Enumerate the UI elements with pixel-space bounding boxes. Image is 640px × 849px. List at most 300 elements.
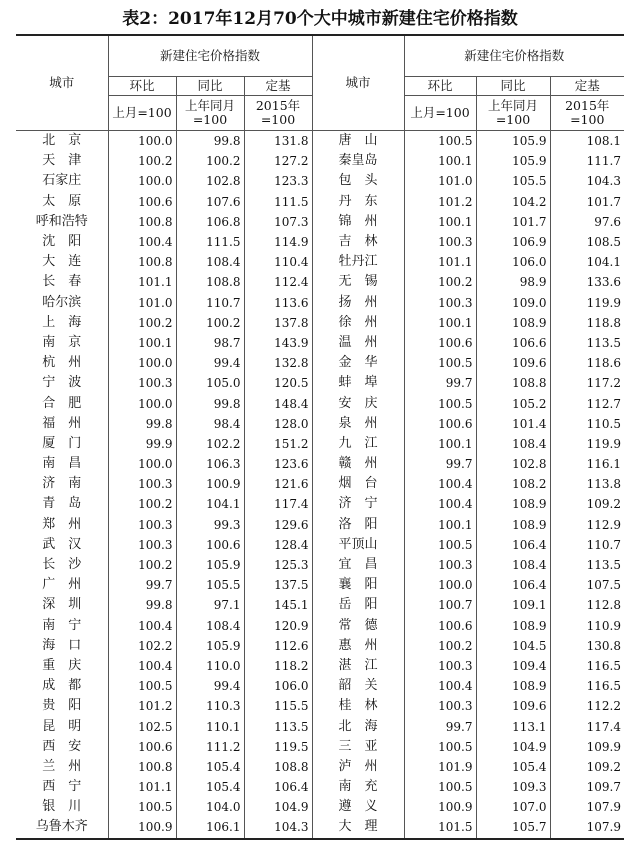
mom-value: 100.2: [108, 555, 176, 575]
mom-value: 99.7: [404, 373, 476, 393]
city-name: 深 圳: [42, 597, 82, 613]
header-mom-left: 环比: [108, 77, 176, 96]
mom-value: 100.2: [404, 272, 476, 292]
city-name: 呼和浩特: [35, 213, 88, 229]
mom-value: 101.1: [108, 777, 176, 797]
table-row: [16, 474, 624, 494]
mom-value: 100.5: [404, 737, 476, 757]
fixed-value: 110.4: [244, 252, 312, 272]
fixed-value: 112.7: [550, 393, 624, 413]
city-name: 广 州: [42, 577, 82, 593]
fixed-value: 137.8: [244, 313, 312, 333]
mom-value: 99.7: [404, 454, 476, 474]
city-name: 成 都: [42, 678, 82, 694]
yoy-value: 110.0: [176, 656, 244, 676]
yoy-value: 99.3: [176, 515, 244, 535]
header-fixed-base-right: 2015年=100: [550, 96, 624, 131]
table-row: [16, 656, 624, 676]
mom-value: 100.8: [108, 212, 176, 232]
city-name: 蚌 埠: [312, 373, 404, 393]
mom-value: 100.8: [108, 252, 176, 272]
city-name: 厦 门: [42, 435, 82, 451]
header-fixed-right: 定基: [550, 77, 624, 96]
header-yoy-left: 同比: [176, 77, 244, 96]
city-name: 赣 州: [312, 454, 404, 474]
yoy-value: 105.4: [476, 757, 550, 777]
table-row: [16, 575, 624, 595]
city-name: 西 宁: [42, 779, 82, 795]
city-name: 烟 台: [312, 474, 404, 494]
yoy-value: 105.0: [176, 373, 244, 393]
fixed-value: 132.8: [244, 353, 312, 373]
mom-value: 101.0: [404, 171, 476, 191]
city-name: 大 连: [42, 254, 82, 270]
fixed-value: 104.9: [244, 797, 312, 817]
fixed-value: 114.9: [244, 232, 312, 252]
table-row: [16, 757, 624, 777]
yoy-value: 102.8: [176, 171, 244, 191]
mom-value: 100.4: [108, 616, 176, 636]
fixed-value: 112.2: [550, 696, 624, 716]
yoy-value: 105.4: [176, 757, 244, 777]
fixed-value: 117.4: [244, 494, 312, 514]
yoy-value: 106.0: [476, 252, 550, 272]
mom-value: 100.9: [108, 817, 176, 838]
mom-value: 101.2: [404, 192, 476, 212]
mom-value: 100.2: [108, 494, 176, 514]
yoy-value: 99.8: [176, 131, 244, 152]
fixed-value: 123.3: [244, 171, 312, 191]
city-name: 襄 阳: [312, 575, 404, 595]
yoy-value: 105.4: [176, 777, 244, 797]
city-name: 南 京: [42, 334, 82, 350]
yoy-value: 108.4: [176, 616, 244, 636]
header-yoy-right: 同比: [476, 77, 550, 96]
yoy-value: 106.8: [176, 212, 244, 232]
mom-value: 100.3: [404, 232, 476, 252]
city-name: 西 安: [42, 738, 82, 754]
yoy-value: 105.9: [176, 636, 244, 656]
city-name: 湛 江: [312, 656, 404, 676]
city-name: 青 岛: [42, 496, 82, 512]
yoy-value: 104.2: [476, 192, 550, 212]
city-name: 岳 阳: [312, 595, 404, 615]
mom-value: 100.3: [404, 656, 476, 676]
fixed-value: 128.4: [244, 535, 312, 555]
city-name: 合 肥: [42, 395, 82, 411]
table-body: [16, 131, 624, 839]
yoy-value: 109.0: [476, 293, 550, 313]
mom-value: 100.0: [108, 454, 176, 474]
mom-value: 100.1: [404, 212, 476, 232]
header-yoy-base-left: 上年同月=100: [176, 96, 244, 131]
city-name: 天 津: [42, 153, 82, 169]
fixed-value: 104.3: [244, 817, 312, 838]
header-city-left: 城市: [16, 35, 108, 131]
city-name: 兰 州: [42, 758, 82, 774]
fixed-value: 116.5: [550, 656, 624, 676]
city-name: 乌鲁木齐: [16, 817, 108, 838]
fixed-value: 111.5: [244, 192, 312, 212]
mom-value: 100.6: [404, 414, 476, 434]
mom-value: 100.2: [108, 313, 176, 333]
mom-value: 100.6: [404, 616, 476, 636]
yoy-value: 98.9: [476, 272, 550, 292]
yoy-value: 110.7: [176, 293, 244, 313]
city-name: 徐 州: [312, 313, 404, 333]
yoy-value: 98.4: [176, 414, 244, 434]
yoy-value: 106.3: [176, 454, 244, 474]
fixed-value: 112.9: [550, 515, 624, 535]
fixed-value: 113.5: [550, 333, 624, 353]
table-row: [16, 797, 624, 817]
city-name: 银 川: [42, 799, 82, 815]
mom-value: 100.4: [108, 656, 176, 676]
yoy-value: 104.5: [476, 636, 550, 656]
table-row: [16, 232, 624, 252]
fixed-value: 97.6: [550, 212, 624, 232]
price-index-table: [16, 34, 624, 840]
fixed-value: 111.7: [550, 151, 624, 171]
fixed-value: 112.8: [550, 595, 624, 615]
mom-value: 100.5: [108, 676, 176, 696]
fixed-value: 112.4: [244, 272, 312, 292]
city-name: 贵 阳: [42, 698, 82, 714]
table-row: [16, 131, 624, 152]
mom-value: 100.3: [404, 555, 476, 575]
city-name: 福 州: [42, 415, 82, 431]
mom-value: 100.4: [404, 494, 476, 514]
mom-value: 100.0: [108, 131, 176, 152]
mom-value: 100.3: [108, 373, 176, 393]
city-name: 南 昌: [42, 456, 82, 472]
fixed-value: 117.4: [550, 716, 624, 736]
mom-value: 101.5: [404, 817, 476, 838]
fixed-value: 121.6: [244, 474, 312, 494]
city-name: 重 庆: [42, 657, 82, 673]
table-row: [16, 333, 624, 353]
fixed-value: 107.9: [550, 817, 624, 838]
city-name: 沈 阳: [42, 234, 82, 250]
yoy-value: 108.9: [476, 676, 550, 696]
city-name: 唐 山: [312, 131, 404, 152]
city-name: 桂 林: [312, 696, 404, 716]
city-name: 郑 州: [42, 516, 82, 532]
yoy-value: 106.4: [476, 575, 550, 595]
table-row: [16, 252, 624, 272]
city-name: 宜 昌: [312, 555, 404, 575]
yoy-value: 104.0: [176, 797, 244, 817]
yoy-value: 111.2: [176, 737, 244, 757]
mom-value: 102.5: [108, 716, 176, 736]
mom-value: 100.4: [404, 474, 476, 494]
table-row: [16, 696, 624, 716]
yoy-value: 99.4: [176, 676, 244, 696]
fixed-value: 145.1: [244, 595, 312, 615]
table-row: [16, 192, 624, 212]
fixed-value: 110.7: [550, 535, 624, 555]
mom-value: 100.0: [404, 575, 476, 595]
city-name: 无 锡: [312, 272, 404, 292]
mom-value: 100.3: [108, 515, 176, 535]
city-name: 上 海: [42, 314, 82, 330]
fixed-value: 118.8: [550, 313, 624, 333]
yoy-value: 108.9: [476, 494, 550, 514]
header-mom-base-right: 上月=100: [404, 96, 476, 131]
fixed-value: 119.9: [550, 293, 624, 313]
city-name: 泉 州: [312, 414, 404, 434]
mom-value: 100.3: [108, 535, 176, 555]
city-name: 惠 州: [312, 636, 404, 656]
fixed-value: 109.2: [550, 757, 624, 777]
fixed-value: 128.0: [244, 414, 312, 434]
city-name: 牡丹江: [312, 252, 404, 272]
mom-value: 100.1: [404, 313, 476, 333]
fixed-value: 113.5: [244, 716, 312, 736]
yoy-value: 105.9: [476, 131, 550, 152]
fixed-value: 137.5: [244, 575, 312, 595]
city-name: 杭 州: [42, 355, 82, 371]
fixed-value: 131.8: [244, 131, 312, 152]
city-name: 洛 阳: [312, 515, 404, 535]
table-row: [16, 494, 624, 514]
header-city-right: 城市: [312, 35, 404, 131]
fixed-value: 113.8: [550, 474, 624, 494]
mom-value: 100.5: [404, 353, 476, 373]
city-name: 丹 东: [312, 192, 404, 212]
yoy-value: 109.6: [476, 353, 550, 373]
mom-value: 100.9: [404, 797, 476, 817]
city-name: 大 理: [312, 817, 404, 838]
city-name: 三 亚: [312, 737, 404, 757]
city-name: 长 沙: [42, 557, 82, 573]
table-row: [16, 636, 624, 656]
mom-value: 100.1: [404, 434, 476, 454]
city-name: 平顶山: [312, 535, 404, 555]
table-row: [16, 454, 624, 474]
mom-value: 99.8: [108, 414, 176, 434]
city-name: 遵 义: [312, 797, 404, 817]
table-row: [16, 212, 624, 232]
table-row: [16, 353, 624, 373]
table-row: [16, 414, 624, 434]
mom-value: 100.1: [108, 333, 176, 353]
city-name: 太 原: [42, 193, 82, 209]
city-name: 扬 州: [312, 293, 404, 313]
fixed-value: 119.9: [550, 434, 624, 454]
table-row: [16, 293, 624, 313]
mom-value: 100.1: [404, 515, 476, 535]
mom-value: 101.9: [404, 757, 476, 777]
yoy-value: 107.6: [176, 192, 244, 212]
yoy-value: 107.0: [476, 797, 550, 817]
yoy-value: 99.8: [176, 393, 244, 413]
yoy-value: 105.9: [176, 555, 244, 575]
mom-value: 99.7: [404, 716, 476, 736]
yoy-value: 110.1: [176, 716, 244, 736]
city-name: 哈尔滨: [42, 294, 82, 310]
fixed-value: 106.0: [244, 676, 312, 696]
mom-value: 99.8: [108, 595, 176, 615]
yoy-value: 108.9: [476, 313, 550, 333]
table-row: [16, 515, 624, 535]
city-name: 包 头: [312, 171, 404, 191]
table-row: [16, 272, 624, 292]
fixed-value: 108.8: [244, 757, 312, 777]
fixed-value: 120.9: [244, 616, 312, 636]
mom-value: 100.4: [108, 232, 176, 252]
fixed-value: 119.5: [244, 737, 312, 757]
yoy-value: 113.1: [476, 716, 550, 736]
city-name: 常 德: [312, 616, 404, 636]
table-row: [16, 555, 624, 575]
city-name: 海 口: [42, 637, 82, 653]
fixed-value: 116.1: [550, 454, 624, 474]
fixed-value: 110.5: [550, 414, 624, 434]
table-row: [16, 817, 624, 838]
fixed-value: 109.2: [550, 494, 624, 514]
yoy-value: 100.2: [176, 313, 244, 333]
yoy-value: 108.4: [476, 555, 550, 575]
header-group-left: 新建住宅价格指数: [108, 35, 312, 77]
yoy-value: 108.8: [476, 373, 550, 393]
fixed-value: 127.2: [244, 151, 312, 171]
mom-value: 100.8: [108, 757, 176, 777]
yoy-value: 108.9: [476, 515, 550, 535]
fixed-value: 107.9: [550, 797, 624, 817]
yoy-value: 108.8: [176, 272, 244, 292]
yoy-value: 105.9: [476, 151, 550, 171]
header-fixed-base-left: 2015年=100: [244, 96, 312, 131]
fixed-value: 116.5: [550, 676, 624, 696]
yoy-value: 101.4: [476, 414, 550, 434]
mom-value: 100.3: [404, 293, 476, 313]
table-row: [16, 737, 624, 757]
table-row: [16, 393, 624, 413]
mom-value: 99.9: [108, 434, 176, 454]
city-name: 长 春: [42, 274, 82, 290]
fixed-value: 106.4: [244, 777, 312, 797]
yoy-value: 106.4: [476, 535, 550, 555]
table-row: [16, 434, 624, 454]
city-name: 宁 波: [42, 375, 82, 391]
fixed-value: 129.6: [244, 515, 312, 535]
yoy-value: 109.3: [476, 777, 550, 797]
fixed-value: 108.5: [550, 232, 624, 252]
yoy-value: 106.6: [476, 333, 550, 353]
table-row: [16, 777, 624, 797]
mom-value: 100.0: [108, 393, 176, 413]
mom-value: 100.1: [404, 151, 476, 171]
fixed-value: 107.3: [244, 212, 312, 232]
yoy-value: 108.4: [476, 434, 550, 454]
mom-value: 100.3: [404, 696, 476, 716]
yoy-value: 106.9: [476, 232, 550, 252]
table-title: 表2：2017年12月70个大中城市新建住宅价格指数: [122, 9, 518, 29]
yoy-value: 100.2: [176, 151, 244, 171]
city-name: 北 海: [312, 716, 404, 736]
fixed-value: 143.9: [244, 333, 312, 353]
fixed-value: 120.5: [244, 373, 312, 393]
table-row: [16, 535, 624, 555]
mom-value: 100.2: [108, 151, 176, 171]
yoy-value: 100.6: [176, 535, 244, 555]
header-group-right: 新建住宅价格指数: [404, 35, 624, 77]
fixed-value: 107.5: [550, 575, 624, 595]
fixed-value: 125.3: [244, 555, 312, 575]
city-name: 温 州: [312, 333, 404, 353]
city-name: 南 宁: [42, 617, 82, 633]
yoy-value: 105.5: [176, 575, 244, 595]
header-mom-base-left: 上月=100: [108, 96, 176, 131]
fixed-value: 151.2: [244, 434, 312, 454]
table-row: [16, 313, 624, 333]
yoy-value: 105.5: [476, 171, 550, 191]
mom-value: 101.1: [404, 252, 476, 272]
fixed-value: 109.9: [550, 737, 624, 757]
fixed-value: 118.2: [244, 656, 312, 676]
yoy-value: 109.1: [476, 595, 550, 615]
mom-value: 101.0: [108, 293, 176, 313]
fixed-value: 117.2: [550, 373, 624, 393]
fixed-value: 108.1: [550, 131, 624, 152]
mom-value: 100.3: [108, 474, 176, 494]
yoy-value: 102.8: [476, 454, 550, 474]
fixed-value: 104.1: [550, 252, 624, 272]
mom-value: 100.6: [404, 333, 476, 353]
mom-value: 100.6: [108, 737, 176, 757]
table-row: [16, 616, 624, 636]
table-row: [16, 716, 624, 736]
mom-value: 102.2: [108, 636, 176, 656]
fixed-value: 130.8: [550, 636, 624, 656]
city-name: 吉 林: [312, 232, 404, 252]
fixed-value: 113.6: [244, 293, 312, 313]
city-name: 南 充: [312, 777, 404, 797]
fixed-value: 109.7: [550, 777, 624, 797]
city-name: 石家庄: [42, 173, 82, 189]
fixed-value: 123.6: [244, 454, 312, 474]
table-row: [16, 151, 624, 171]
yoy-value: 105.2: [476, 393, 550, 413]
yoy-value: 101.7: [476, 212, 550, 232]
city-name: 韶 关: [312, 676, 404, 696]
yoy-value: 97.1: [176, 595, 244, 615]
fixed-value: 118.6: [550, 353, 624, 373]
mom-value: 100.6: [108, 192, 176, 212]
mom-value: 100.5: [108, 797, 176, 817]
table-row: [16, 373, 624, 393]
mom-value: 100.0: [108, 353, 176, 373]
mom-value: 101.2: [108, 696, 176, 716]
mom-value: 100.0: [108, 171, 176, 191]
yoy-value: 98.7: [176, 333, 244, 353]
yoy-value: 111.5: [176, 232, 244, 252]
yoy-value: 104.9: [476, 737, 550, 757]
mom-value: 99.7: [108, 575, 176, 595]
yoy-value: 108.9: [476, 616, 550, 636]
city-name: 九 江: [312, 434, 404, 454]
yoy-value: 110.3: [176, 696, 244, 716]
mom-value: 101.1: [108, 272, 176, 292]
header-yoy-base-right: 上年同月=100: [476, 96, 550, 131]
yoy-value: 108.4: [176, 252, 244, 272]
fixed-value: 110.9: [550, 616, 624, 636]
mom-value: 100.7: [404, 595, 476, 615]
city-name: 泸 州: [312, 757, 404, 777]
table-row: [16, 171, 624, 191]
fixed-value: 113.5: [550, 555, 624, 575]
